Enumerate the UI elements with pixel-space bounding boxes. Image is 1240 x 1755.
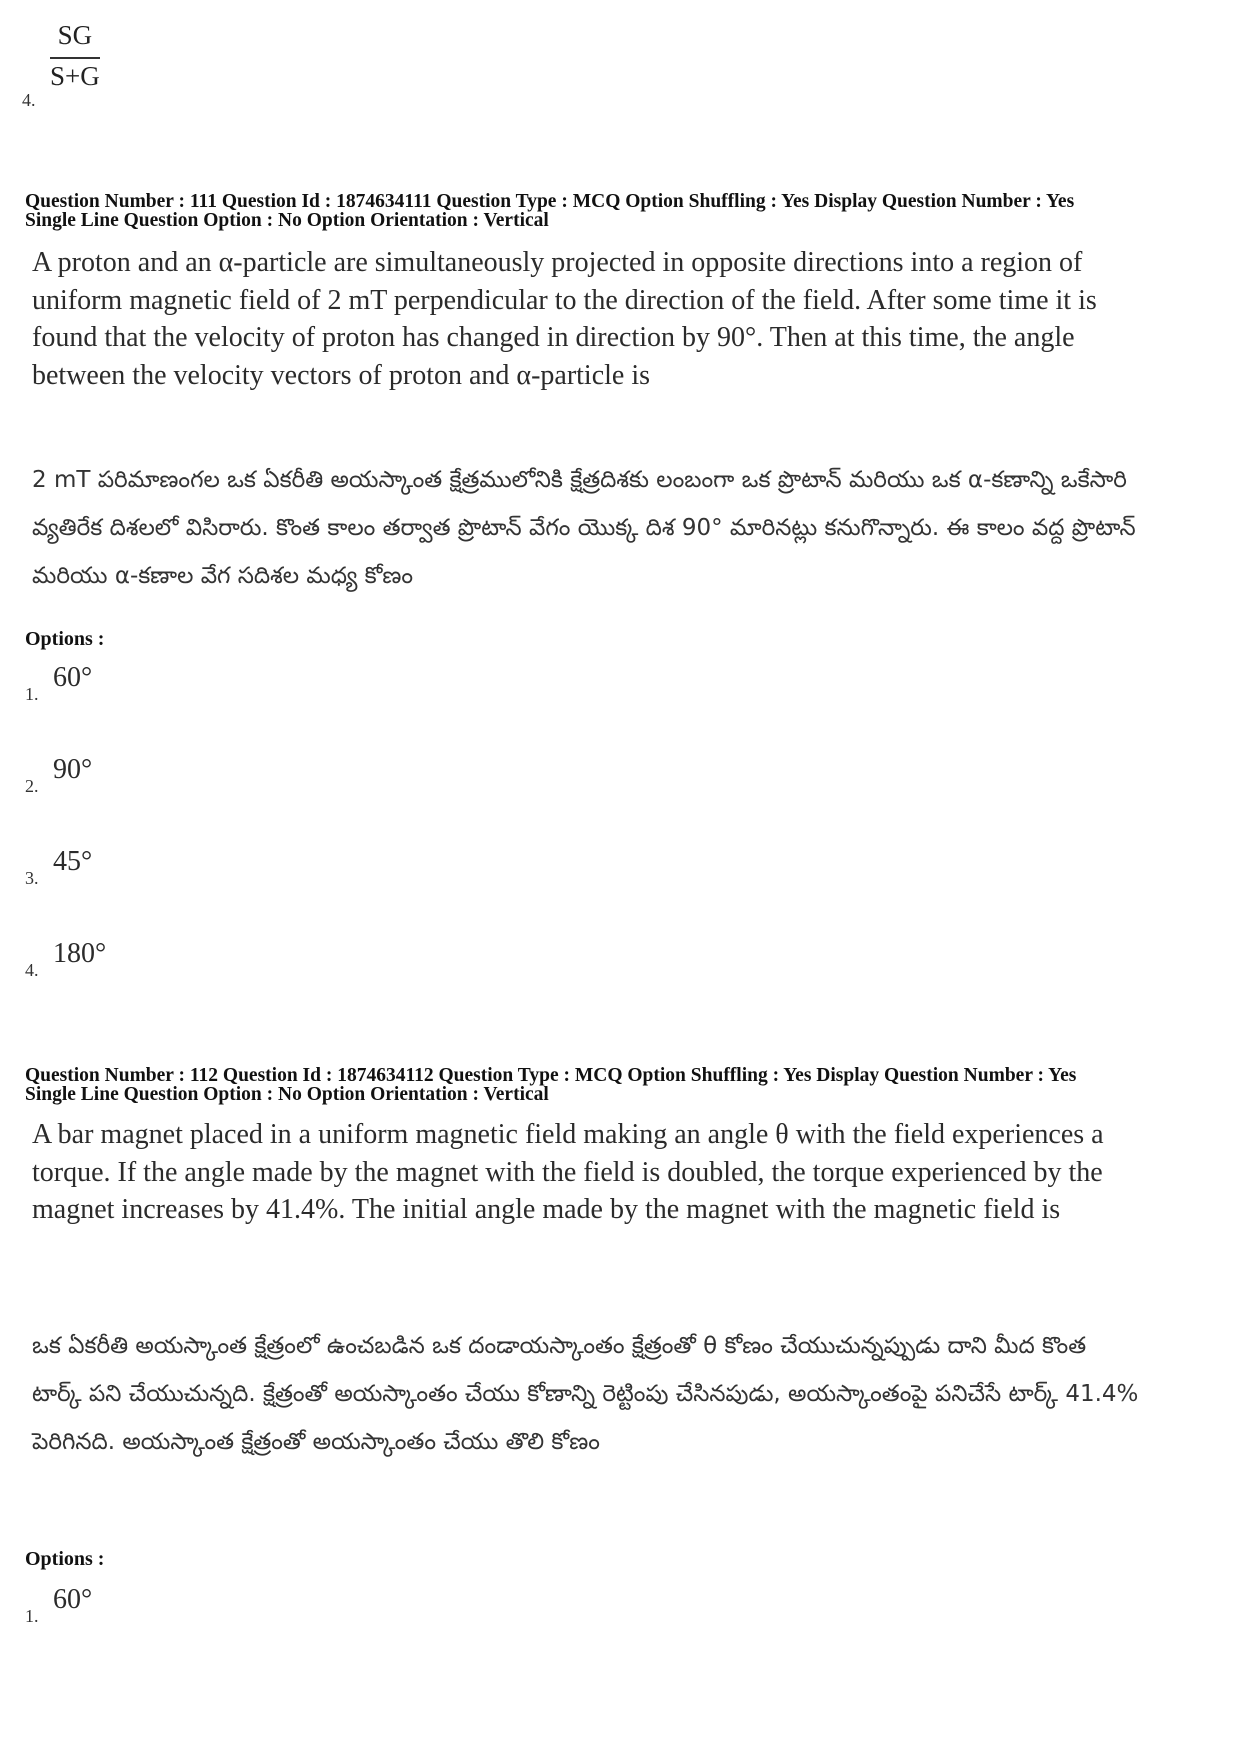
option-value: 90° xyxy=(53,754,93,785)
option-value: 60° xyxy=(53,662,93,693)
option-number: 4. xyxy=(22,90,36,110)
question-meta-line-2: Single Line Question Option : No Option Orientation : Vertical xyxy=(25,210,549,231)
option-number: 2. xyxy=(25,776,39,796)
option-value: 180° xyxy=(53,938,107,969)
question-meta-line-1: Question Number : 111 Question Id : 1874634111 Question Type : MCQ Option Shuffling : Yes Display Question Number : Yes xyxy=(25,191,1075,212)
options-label: Options : xyxy=(25,1548,105,1570)
question-text-telugu: ఒక ఏకరీతి అయస్కాంత క్షేత్రంలో ఉంచబడిన ఒక దండాయస్కాంతం క్షేత్రంతో θ కోణం చేయుచున్నప్పుడు దాని మీద కొంత టార్క్ పని చేయుచున్నది. క్షేత్రంతో అయస్కాంతం చేయు కోణాన్ని రెట్టింపు చేసినపుడు, అయస్కాంతంపై పనిచేసే టార్క్ 41.4% పెరిగినది. అయస్కాంత క్షేత్రంతో అయస్కాంతం చేయు తొలి కోణం xyxy=(32,1333,1139,1455)
option-number: 1. xyxy=(25,1606,39,1626)
question-text-telugu: 2 mT పరిమాణంగల ఒక ఏకరీతి అయస్కాంత క్షేత్రములోనికి క్షేత్రదిశకు లంబంగా ఒక ప్రొటాన్ మరియు ఒక α-కణాన్ని ఒకేసారి వ్యతిరేక దిశలలో విసిరారు. కొంత కాలం తర్వాత ప్రొటాన్ వేగం యొక్క దిశ 90° మారినట్లు కనుగొన్నారు. ఈ కాలం వద్ద ప్రొటాన్ మరియు α-కణాల వేగ సదిశల మధ్య కోణం xyxy=(32,467,1136,589)
option-number: 1. xyxy=(25,684,39,704)
question-text-english: A bar magnet placed in a uniform magnetic field making an angle θ with the field experiences a torque. If the angle made by the magnet with the field is doubled, the torque experienced by the magnet increases by 41.4%. The initial angle made by the magnet with the magnetic field is xyxy=(32,1119,1104,1225)
options-label: Options : xyxy=(25,628,105,650)
option-number: 4. xyxy=(25,960,39,980)
question-meta-line-2: Single Line Question Option : No Option Orientation : Vertical xyxy=(25,1084,549,1105)
question-text-english: A proton and an α-particle are simultaneously projected in opposite directions into a region of uniform magnetic field of 2 mT perpendicular to the direction of the field. After some time it is found that the velocity of proton has changed in direction by 90°. Then at this time, the angle between the velocity vectors of proton and α-particle is xyxy=(32,247,1097,391)
question-meta-line-1: Question Number : 112 Question Id : 1874634112 Question Type : MCQ Option Shuffling : Yes Display Question Number : Yes xyxy=(25,1065,1077,1086)
option-value: 45° xyxy=(53,846,93,877)
option-value: 60° xyxy=(53,1584,93,1615)
fraction-value xyxy=(50,20,100,92)
fraction-numerator: SG xyxy=(50,20,100,59)
option-number: 3. xyxy=(25,868,39,888)
fraction-denominator: S+G xyxy=(50,61,100,91)
